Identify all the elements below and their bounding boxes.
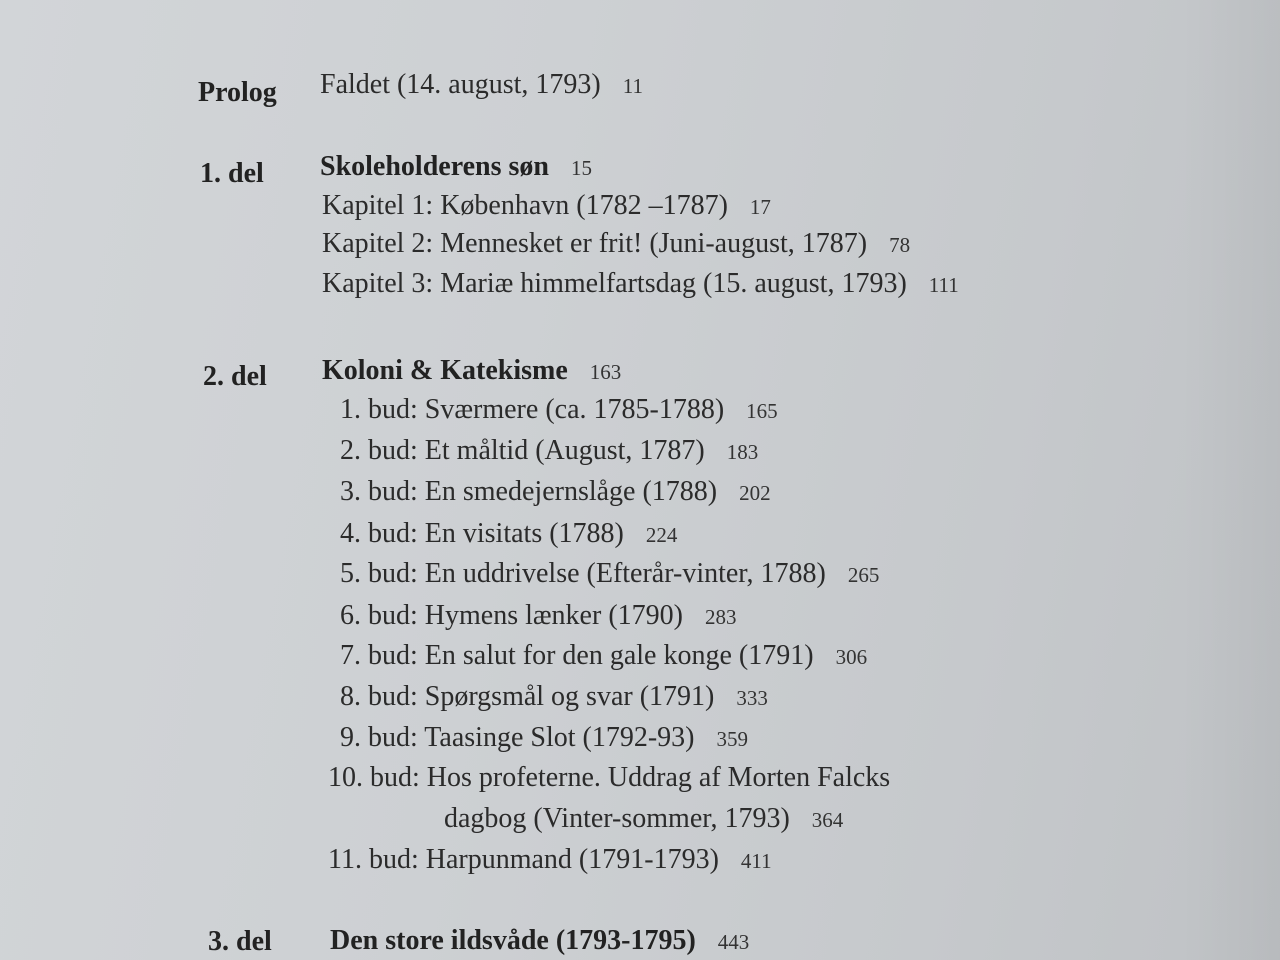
part1-chapter-1 xyxy=(322,189,771,224)
chapter-page: 333 xyxy=(736,686,768,710)
chapter-title: Kapitel 1: København (1782 –1787) xyxy=(322,190,728,221)
part2-chapter-3 xyxy=(340,475,771,510)
chapter-page: 165 xyxy=(746,399,778,423)
chapter-page: 283 xyxy=(704,605,737,629)
chapter-number: 3. bud: xyxy=(340,476,418,507)
chapter-title: Harpunmand (1791-1793) xyxy=(425,844,719,875)
chapter-page: 359 xyxy=(716,727,748,751)
part2-chapter-4 xyxy=(340,517,677,552)
part2-chapter-10-continuation xyxy=(444,802,843,837)
chapter-title: Sværmere (ca. 1785-1788) xyxy=(424,394,725,425)
chapter-page: 364 xyxy=(811,808,844,832)
chapter-page: 265 xyxy=(847,563,880,587)
part3-label: 3. del xyxy=(208,926,272,957)
part1-chapter-2 xyxy=(322,227,910,262)
part2-chapter-7 xyxy=(340,639,867,674)
part3-title: Den store ildsvåde (1793-1795) xyxy=(330,925,696,956)
chapter-number: 9. bud: xyxy=(340,722,418,753)
part2-label: 2. del xyxy=(203,361,267,392)
part3-page: 443 xyxy=(717,930,750,954)
part2-chapter-6 xyxy=(340,599,736,634)
chapter-title: En visitats (1788) xyxy=(424,518,624,549)
chapter-page: 17 xyxy=(749,195,771,219)
chapter-page: 411 xyxy=(740,849,772,873)
part2-chapter-8 xyxy=(340,680,768,715)
prolog-entry xyxy=(320,68,643,103)
chapter-number: 10. bud: xyxy=(328,762,420,793)
chapter-number: 11. bud: xyxy=(328,844,419,875)
chapter-title: Kapitel 2: Mennesket er frit! (Juni-august, 1787) xyxy=(322,228,868,259)
part1-chapter-3 xyxy=(322,267,959,302)
chapter-title: En smedejernslåge (1788) xyxy=(424,476,718,507)
chapter-title: En uddrivelse (Efterår-vinter, 1788) xyxy=(424,558,826,589)
chapter-title-continuation: dagbog (Vinter-sommer, 1793) xyxy=(444,803,790,834)
part2-heading xyxy=(322,354,621,389)
part2-chapter-1 xyxy=(340,393,778,428)
chapter-page: 224 xyxy=(645,523,678,547)
part2-chapter-9 xyxy=(340,721,748,756)
prolog-page: 11 xyxy=(622,74,643,98)
chapter-number: 8. bud: xyxy=(340,681,418,712)
chapter-title: Et måltid (August, 1787) xyxy=(424,435,705,466)
chapter-page: 306 xyxy=(835,645,868,669)
part2-page: 163 xyxy=(589,360,622,384)
part1-page: 15 xyxy=(571,156,592,180)
prolog-label: Prolog xyxy=(198,77,277,108)
part2-chapter-5 xyxy=(340,557,879,592)
chapter-number: 1. bud: xyxy=(340,394,418,425)
chapter-title: En salut for den gale konge (1791) xyxy=(424,640,814,671)
chapter-page: 111 xyxy=(928,273,959,297)
chapter-number: 7. bud: xyxy=(340,640,418,671)
part1-title: Skoleholderens søn xyxy=(320,151,549,182)
chapter-number: 4. bud: xyxy=(340,518,418,549)
part1-heading xyxy=(320,150,592,185)
chapter-number: 2. bud: xyxy=(340,435,418,466)
chapter-page: 78 xyxy=(889,233,911,257)
part2-chapter-2 xyxy=(340,434,758,469)
part2-chapter-10 xyxy=(328,761,890,795)
part2-title: Koloni & Katekisme xyxy=(322,355,568,386)
chapter-title: Hos profeterne. Uddrag af Morten Falcks xyxy=(426,762,891,793)
chapter-title: Spørgsmål og svar (1791) xyxy=(424,681,715,712)
chapter-title: Taasinge Slot (1792-93) xyxy=(424,722,695,753)
chapter-page: 183 xyxy=(726,440,759,464)
chapter-number: 6. bud: xyxy=(340,600,418,631)
chapter-title: Kapitel 3: Mariæ himmelfartsdag (15. august, 1793) xyxy=(322,268,907,299)
part2-chapter-11 xyxy=(328,843,772,878)
part3-heading xyxy=(330,924,749,959)
chapter-title: Hymens lænker (1790) xyxy=(424,600,683,631)
prolog-title: Faldet (14. august, 1793) xyxy=(320,69,601,100)
chapter-page: 202 xyxy=(739,481,771,505)
page-edge-shadow xyxy=(1180,0,1280,960)
chapter-number: 5. bud: xyxy=(340,558,418,589)
part1-label: 1. del xyxy=(200,158,264,189)
